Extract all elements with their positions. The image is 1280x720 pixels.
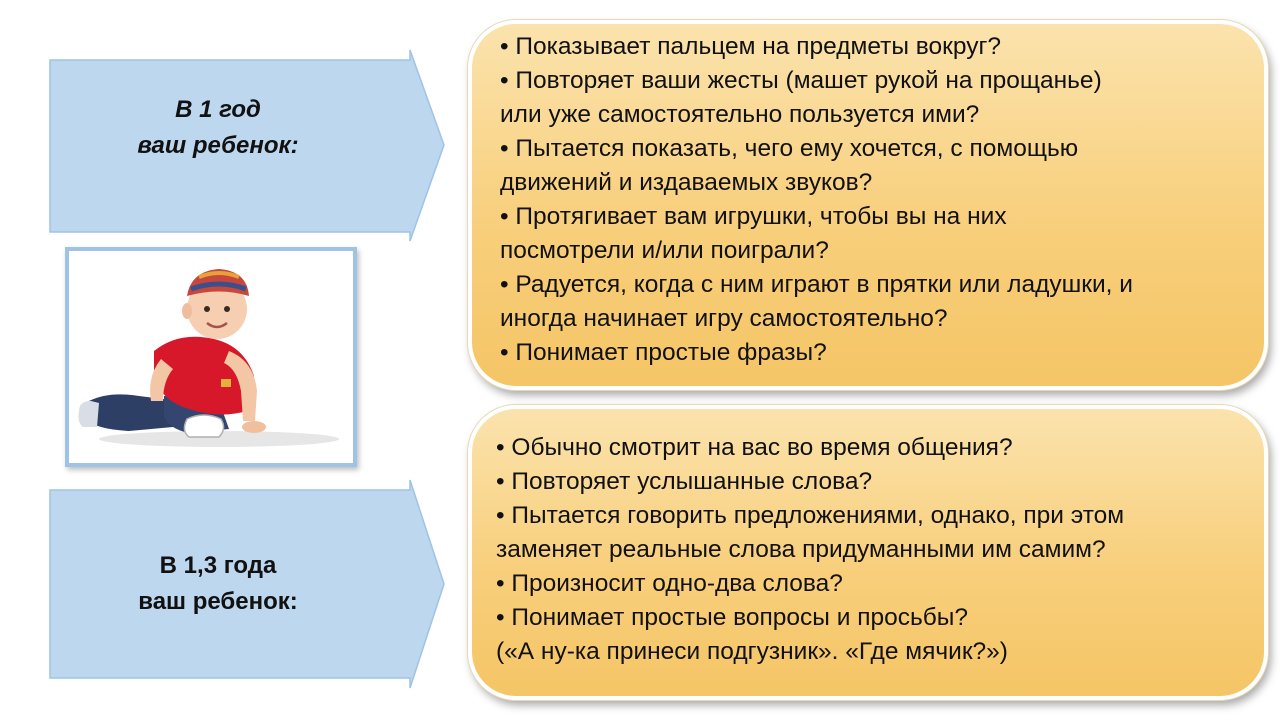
milestone-line: заменяет реальные слова придуманными им самим? [496,536,1106,563]
milestone-line: иногда начинает игру самостоятельно? [500,305,948,332]
milestone-line: • Понимает простые фразы? [500,339,827,366]
milestone-line: («А ну-ка принеси подгузник». «Где мячик?») [496,638,1008,665]
arrow-label-1 [48,92,388,164]
milestone-line: движений и издаваемых звуков? [500,169,873,196]
milestone-line: • Повторяет услышанные слова? [496,468,873,495]
milestone-line: • Повторяет ваши жесты (машет рукой на прощанье) [500,67,1102,94]
milestone-line: • Радуется, когда с ним играют в прятки или ладушки, и [500,271,1133,298]
arrow-label-1-line1: В 1 год [175,96,261,123]
milestone-line: • Протягивает вам игрушки, чтобы вы на них [500,203,1007,230]
milestone-line: • Пытается говорить предложениями, однако, при этом [496,502,1125,529]
arrow-age-1-year [48,48,448,244]
milestone-line: посмотрели и/или поиграли? [500,237,829,264]
milestone-line: • Показывает пальцем на предметы вокруг? [500,33,1002,60]
milestones-box-1-year [468,20,1268,390]
arrow-age-1-3-years [48,478,448,690]
arrow-label-2 [48,548,388,620]
milestone-line: • Произносит одно-два слова? [496,570,843,597]
arrow-label-2-line2: ваш ребенок: [138,588,298,615]
milestone-line: • Пытается показать, чего ему хочется, с помощью [500,135,1079,162]
baby-photo [65,247,357,467]
arrow-label-1-line2: ваш ребенок: [137,132,299,159]
milestone-line: • Понимает простые вопросы и просьбы? [496,604,969,631]
baby-photo-icon [69,251,353,463]
milestones-box-1-3-years [468,405,1268,700]
milestone-line: • Обычно смотрит на вас во время общения? [496,434,1013,461]
arrow-label-2-line1: В 1,3 года [159,552,277,579]
milestone-line: или уже самостоятельно пользуется ими? [500,101,980,128]
